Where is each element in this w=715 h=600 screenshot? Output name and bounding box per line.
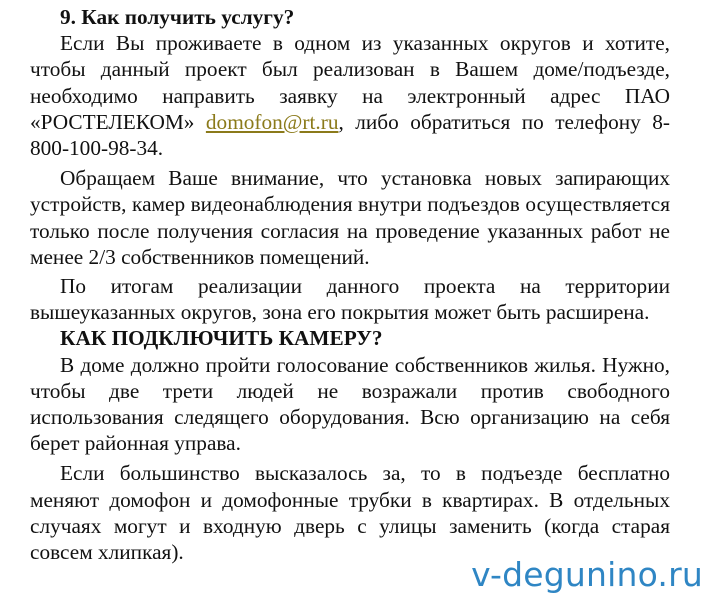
paragraph-application-text-end: , либо обратиться по телефону 8-800-100-98-34. bbox=[30, 109, 670, 161]
paragraph-free-replacement: Если большинство высказалось за, то в подъезде бесплатно меняют домофон и домофонные трубки в квартирах. В отдельных случаях могут и входную дверь с улицы заменить (когда старая совсем хлипкая). bbox=[30, 461, 670, 565]
paragraph-application bbox=[30, 30, 670, 161]
paragraph-voting: В доме должно пройти голосование собственников жилья. Нужно, чтобы две трети людей не возражали против свободного использования следящего оборудования. Всю организацию на себя берет районная управа. bbox=[30, 352, 670, 456]
paragraph-consent-notice: Обращаем Ваше внимание, что установка новых запирающих устройств, камер видеонаблюдения внутри подъездов осуществляется только после получения согласия на проведение указанных работ не менее 2/3 собственников помещений. bbox=[30, 166, 670, 269]
section-heading-how-to-get-service: 9. Как получить услугу? bbox=[60, 5, 295, 29]
email-link[interactable]: domofon@rt.ru bbox=[205, 109, 339, 134]
section-heading-how-to-connect-camera: КАК ПОДКЛЮЧИТЬ КАМЕРУ? bbox=[60, 326, 383, 351]
paragraph-coverage-expansion: По итогам реализации данного проекта на территории вышеуказанных округов, зона его покрытия может быть расширена. bbox=[30, 274, 670, 325]
site-watermark: v-degunino.ru bbox=[467, 556, 707, 594]
document-body bbox=[30, 4, 670, 565]
paragraph-application-text-start: Если Вы проживаете в одном из указанных округов и хотите, чтобы данный проект был реализован в Вашем доме/подъезде, необходимо направить заявку на электронный адрес ПАО «РОСТЕЛЕКОМ» bbox=[30, 31, 670, 134]
